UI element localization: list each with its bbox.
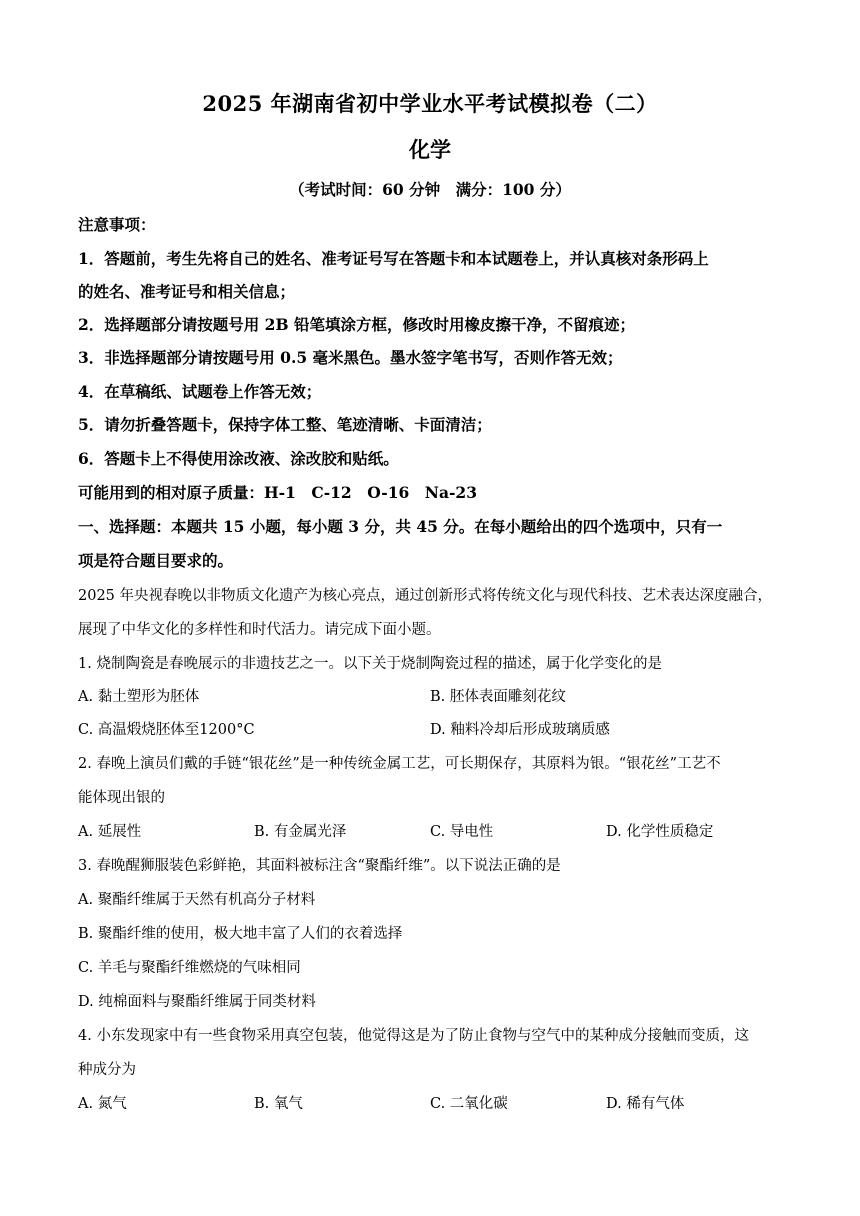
q4-option-a: A. 氮气 — [78, 1096, 127, 1112]
q4-option-c: C. 二氧化碳 — [430, 1096, 508, 1112]
exam-time-info: （考试时间：60 分钟 满分：100 分） — [289, 180, 571, 199]
section-1-heading-line-2: 项是符合题目要求的。 — [78, 551, 234, 570]
q1-option-d: D. 釉料冷却后形成玻璃质感 — [430, 722, 610, 738]
notice-item-3: 3．非选择题部分请按题号用 0.5 毫米黑色。墨水签字笔书写，否则作答无效； — [78, 348, 623, 367]
notice-item-1-line-2: 的姓名、准考证号和相关信息； — [78, 282, 296, 301]
notice-item-5: 5．请勿折叠答题卡，保持字体工整、笔迹清晰、卡面清洁； — [78, 415, 492, 434]
section-1-heading-line-1: 一、选择题：本题共 15 小题，每小题 3 分，共 45 分。在每小题给出的四个选项中，只有一 — [78, 517, 723, 536]
q1-option-c: C. 高温煅烧胚体至1200°C — [78, 722, 255, 738]
notice-item-1-line-1: 1．答题前，考生先将自己的姓名、准考证号写在答题卡和本试题卷上，并认真核对条形码上 — [78, 249, 709, 268]
q2-option-a: A. 延展性 — [78, 824, 142, 840]
intro-line-2: 展现了中华文化的多样性和时代活力。请完成下面小题。 — [78, 622, 441, 638]
q3-option-c: C. 羊毛与聚酯纤维燃烧的气味相同 — [78, 960, 301, 976]
q2-option-b: B. 有金属光泽 — [254, 824, 347, 840]
notice-item-6: 6．答题卡上不得使用涂改液、涂改胶和贴纸。 — [78, 449, 399, 468]
notice-item-2: 2．选择题部分请按题号用 2B 铅笔填涂方框，修改时用橡皮擦干净，不留痕迹； — [78, 315, 635, 334]
q3-option-b: B. 聚酯纤维的使用，极大地丰富了人们的衣着选择 — [78, 926, 403, 942]
q2-stem-line-1: 2. 春晚上演员们戴的手链“银花丝”是一种传统金属工艺，可长期保存，其原料为银。“银花丝”工艺不 — [78, 756, 721, 772]
q3-stem: 3. 春晚醒狮服装色彩鲜艳，其面料被标注含“聚酯纤维”。以下说法正确的是 — [78, 858, 561, 874]
q2-option-c: C. 导电性 — [430, 824, 494, 840]
exam-title: 2025 年湖南省初中学业水平考试模拟卷（二） — [202, 91, 658, 116]
exam-subject: 化学 — [409, 137, 451, 162]
q2-option-d: D. 化学性质稳定 — [606, 824, 714, 840]
q1-option-a: A. 黏土塑形为胚体 — [78, 689, 200, 705]
q3-option-d: D. 纯棉面料与聚酯纤维属于同类材料 — [78, 994, 316, 1010]
atomic-mass-line: 可能用到的相对原子质量：H-1 C-12 O-16 Na-23 — [78, 483, 477, 502]
intro-line-1: 2025 年央视春晚以非物质文化遗产为核心亮点，通过创新形式将传统文化与现代科技、艺术表达深度融合， — [78, 588, 773, 604]
notice-heading: 注意事项： — [78, 215, 156, 234]
q4-option-d: D. 稀有气体 — [606, 1096, 685, 1112]
q1-stem: 1. 烧制陶瓷是春晚展示的非遗技艺之一。以下关于烧制陶瓷过程的描述，属于化学变化的是 — [78, 656, 662, 672]
q4-option-b: B. 氧气 — [254, 1096, 303, 1112]
notice-item-4: 4．在草稿纸、试题卷上作答无效； — [78, 382, 322, 401]
q2-stem-line-2: 能体现出银的 — [78, 790, 165, 806]
q4-stem-line-1: 4. 小东发现家中有一些食物采用真空包装，他觉得这是为了防止食物与空气中的某种成分接触而变质，这 — [78, 1028, 749, 1044]
q1-option-b: B. 胚体表面雕刻花纹 — [430, 689, 566, 705]
q3-option-a: A. 聚酯纤维属于天然有机高分子材料 — [78, 892, 316, 908]
q4-stem-line-2: 种成分为 — [78, 1062, 136, 1078]
